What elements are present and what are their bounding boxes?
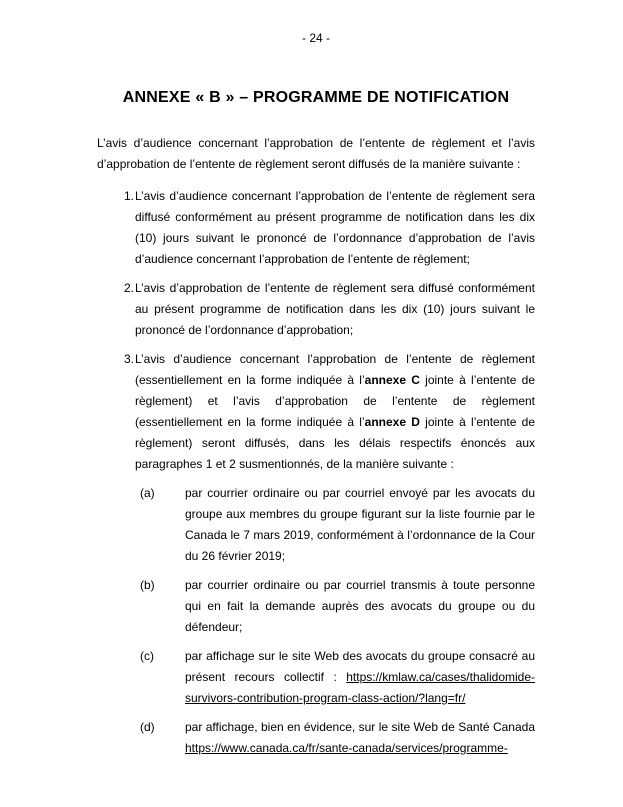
numbered-item-3 bbox=[97, 349, 535, 475]
numbered-item-2 bbox=[97, 278, 535, 341]
lettered-item-a bbox=[97, 483, 535, 567]
lettered-item-d-text bbox=[185, 717, 535, 759]
lettered-item-a-marker: (a) bbox=[140, 486, 155, 500]
numbered-item-2-text bbox=[135, 278, 535, 341]
lettered-sublist bbox=[97, 483, 535, 759]
page-number: - 24 - bbox=[301, 31, 330, 45]
numbered-item-1-marker: 1. bbox=[124, 189, 135, 203]
numbered-item-1-text bbox=[135, 186, 535, 270]
lettered-item-d bbox=[97, 717, 535, 759]
numbered-item-3-text bbox=[135, 349, 535, 475]
lettered-item-c-text bbox=[185, 646, 535, 709]
text-segment: L’avis d’approbation de l’entente de règlement sera diffusé conformément au présent programme de notification dans les dix (10) jours suivant le prononcé de l’ordonnance d’approbation; bbox=[135, 281, 535, 337]
numbered-item-3-marker: 3. bbox=[124, 352, 135, 366]
numbered-list bbox=[97, 186, 535, 475]
text-segment: L’avis d’audience concernant l’approbation de l’entente de règlement (essentiellement en la forme indiquée à l’ bbox=[135, 352, 535, 387]
numbered-item-2-marker: 2. bbox=[124, 281, 135, 295]
text-segment: annexe C bbox=[364, 373, 420, 387]
lettered-item-b-marker: (b) bbox=[140, 578, 155, 592]
lettered-item-c-marker: (c) bbox=[140, 649, 154, 663]
text-segment: par affichage, bien en évidence, sur le site Web de Santé Canada bbox=[185, 720, 535, 734]
text-segment: jointe à l’entente de règlement) seront diffusés, dans les délais respectifs énoncés aux paragraphes 1 et 2 susmentionnés, de la manière suivante : bbox=[135, 415, 536, 471]
lettered-item-b-text bbox=[185, 575, 535, 638]
sante-canada-link[interactable]: https://www.canada.ca/fr/sante-canada/services/programme- bbox=[185, 741, 508, 755]
lettered-item-a-text bbox=[185, 483, 535, 567]
lettered-item-d-marker: (d) bbox=[140, 720, 155, 734]
kmlaw-class-action-link[interactable]: https://kmlaw.ca/cases/thalidomide-survivors-contribution-program-class-action/?lang=fr/ bbox=[185, 670, 535, 705]
page-title: ANNEXE « B » – PROGRAMME DE NOTIFICATION bbox=[122, 89, 510, 106]
text-segment: annexe D bbox=[364, 415, 420, 429]
text-segment: par courrier ordinaire ou par courriel envoyé par les avocats du groupe aux membres du groupe figurant sur la liste fournie par le Canada le 7 mars 2019, conformément à l’ordonnance de la Cour du 26 février 2019; bbox=[185, 486, 535, 563]
numbered-item-1 bbox=[97, 186, 535, 270]
intro-paragraph: L’avis d’audience concernant l’approbation de l’entente de règlement et l’avis d’approbation de l’entente de règlement seront diffusés de la manière suivante : bbox=[97, 136, 535, 171]
lettered-item-b bbox=[97, 575, 535, 638]
text-segment: jointe à l’entente de règlement) et l’avis d’approbation de l’entente de règlement (essentiellement en la forme indiquée à l’ bbox=[135, 373, 536, 429]
text-segment: par courrier ordinaire ou par courriel transmis à toute personne qui en fait la demande auprès des avocats du groupe ou du défendeur; bbox=[185, 578, 535, 634]
lettered-item-c bbox=[97, 646, 535, 709]
text-segment: par affichage sur le site Web des avocats du groupe consacré au présent recours collectif : bbox=[185, 649, 535, 684]
text-segment: L’avis d’audience concernant l’approbation de l’entente de règlement sera diffusé conformément au présent programme de notification dans les dix (10) jours suivant le prononcé de l’ordonnance d’approbation de l’avis d’audience concernant l’approbation de l’entente de règlement; bbox=[135, 189, 535, 266]
